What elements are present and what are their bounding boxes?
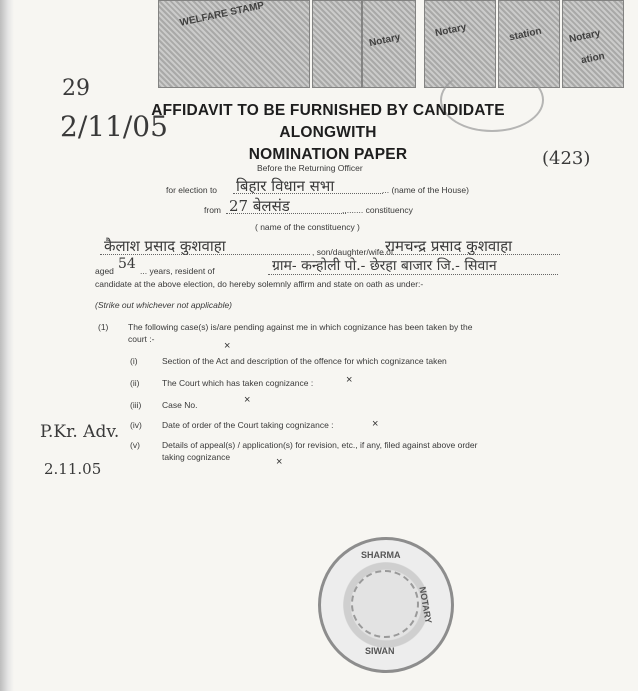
stamp-text: Notary	[368, 31, 402, 50]
for-election-label: for election to	[166, 185, 218, 195]
notary-stamp	[562, 0, 624, 88]
sub-item-text: The Court which has taken cognizance :	[162, 378, 314, 388]
before-officer-text: Before the Returning Officer	[257, 163, 363, 173]
fill-line	[233, 193, 383, 194]
aged-label: aged	[95, 266, 114, 276]
son-of-label: , son/daughter/wife of	[312, 247, 394, 257]
item-text-cont: court :-	[128, 334, 155, 344]
margin-signature: P.Kr. Adv.	[40, 422, 120, 442]
stamp-text: station	[508, 25, 543, 44]
stamp-text: Notary	[568, 27, 602, 46]
sub-item-number: (iii)	[130, 400, 142, 410]
constituency-handwritten: 27 बेलसंड	[229, 197, 290, 215]
constituency-label: ......... constituency	[342, 205, 413, 215]
handwritten-number: 29	[62, 76, 90, 101]
stamp-text: ation	[580, 50, 606, 67]
cross-mark: ×	[276, 456, 283, 468]
stamp-strip	[150, 0, 630, 90]
margin-signature-date: 2.11.05	[44, 460, 102, 478]
stamp-text: Notary	[434, 21, 468, 40]
sub-item-number: (ii)	[130, 378, 140, 388]
house-handwritten: बिहार विधान सभा	[236, 177, 335, 195]
seal-text: SIWAN	[365, 646, 395, 656]
sub-item-number: (v)	[130, 440, 140, 450]
cross-mark: ×	[244, 394, 251, 406]
fill-line	[268, 274, 558, 275]
title-line-1: AFFIDAVIT TO BE FURNISHED BY CANDIDATE ALONGWITH	[151, 102, 505, 141]
item-text: The following case(s) is/are pending against me in which cognizance has been taken by the	[128, 322, 473, 332]
cross-mark: ×	[224, 340, 231, 352]
document-title	[118, 100, 538, 166]
sub-item-text: Section of the Act and description of the offence for which cognizance taken	[162, 356, 447, 366]
item-number: (1)	[98, 322, 109, 332]
sub-item-number: (iv)	[130, 420, 142, 430]
name-of-house-label: ... (name of the House)	[382, 185, 469, 195]
seal-text: NOTARY	[417, 585, 434, 625]
handwritten-date: 2/11/05	[60, 110, 168, 143]
page-edge-shadow	[0, 0, 14, 691]
fill-line	[100, 254, 310, 255]
welfare-stamp	[158, 0, 310, 88]
father-name-handwritten: रामचन्द्र प्रसाद कुशवाहा	[385, 237, 512, 255]
address-handwritten: ग्राम- कन्होली पो.- छेरहा बाजार जि.- सिवान	[272, 258, 497, 274]
deponent-name-handwritten: कैलाश प्रसाद कुशवाहा	[104, 237, 226, 255]
declaration-line-3: candidate at the above election, do hereby solemnly affirm and state on oath as under:-	[95, 279, 424, 289]
handwritten-ref-number: (423)	[542, 148, 591, 169]
cross-mark: ×	[346, 374, 353, 386]
sub-item-text: Date of order of the Court taking cognizance :	[162, 420, 334, 430]
court-fee-stamp	[312, 0, 362, 88]
fill-line	[380, 254, 560, 255]
seal-inner-ring	[351, 570, 419, 638]
sub-item-text-cont: taking cognizance	[162, 452, 231, 462]
sub-item-text: Details of appeal(s) / application(s) for revision, etc., if any, filed against above order	[162, 440, 478, 450]
cross-mark: ×	[372, 418, 379, 430]
notary-round-seal	[318, 537, 454, 673]
name-of-constituency-label: ( name of the constituency )	[255, 222, 360, 232]
title-line-2: NOMINATION PAPER	[248, 146, 408, 163]
resident-label: ... years, resident of	[140, 266, 215, 276]
sub-item-text: Case No.	[162, 400, 198, 410]
seal-text: SHARMA	[361, 550, 401, 560]
strike-note: (Strike out whichever not applicable)	[95, 300, 233, 310]
sub-item-number: (i)	[130, 356, 138, 366]
stamp-text: WELFARE STAMP	[178, 0, 266, 29]
court-fee-stamp	[362, 0, 416, 88]
from-label: from	[204, 205, 221, 215]
age-handwritten: 54	[118, 256, 136, 272]
fill-line	[226, 213, 346, 214]
